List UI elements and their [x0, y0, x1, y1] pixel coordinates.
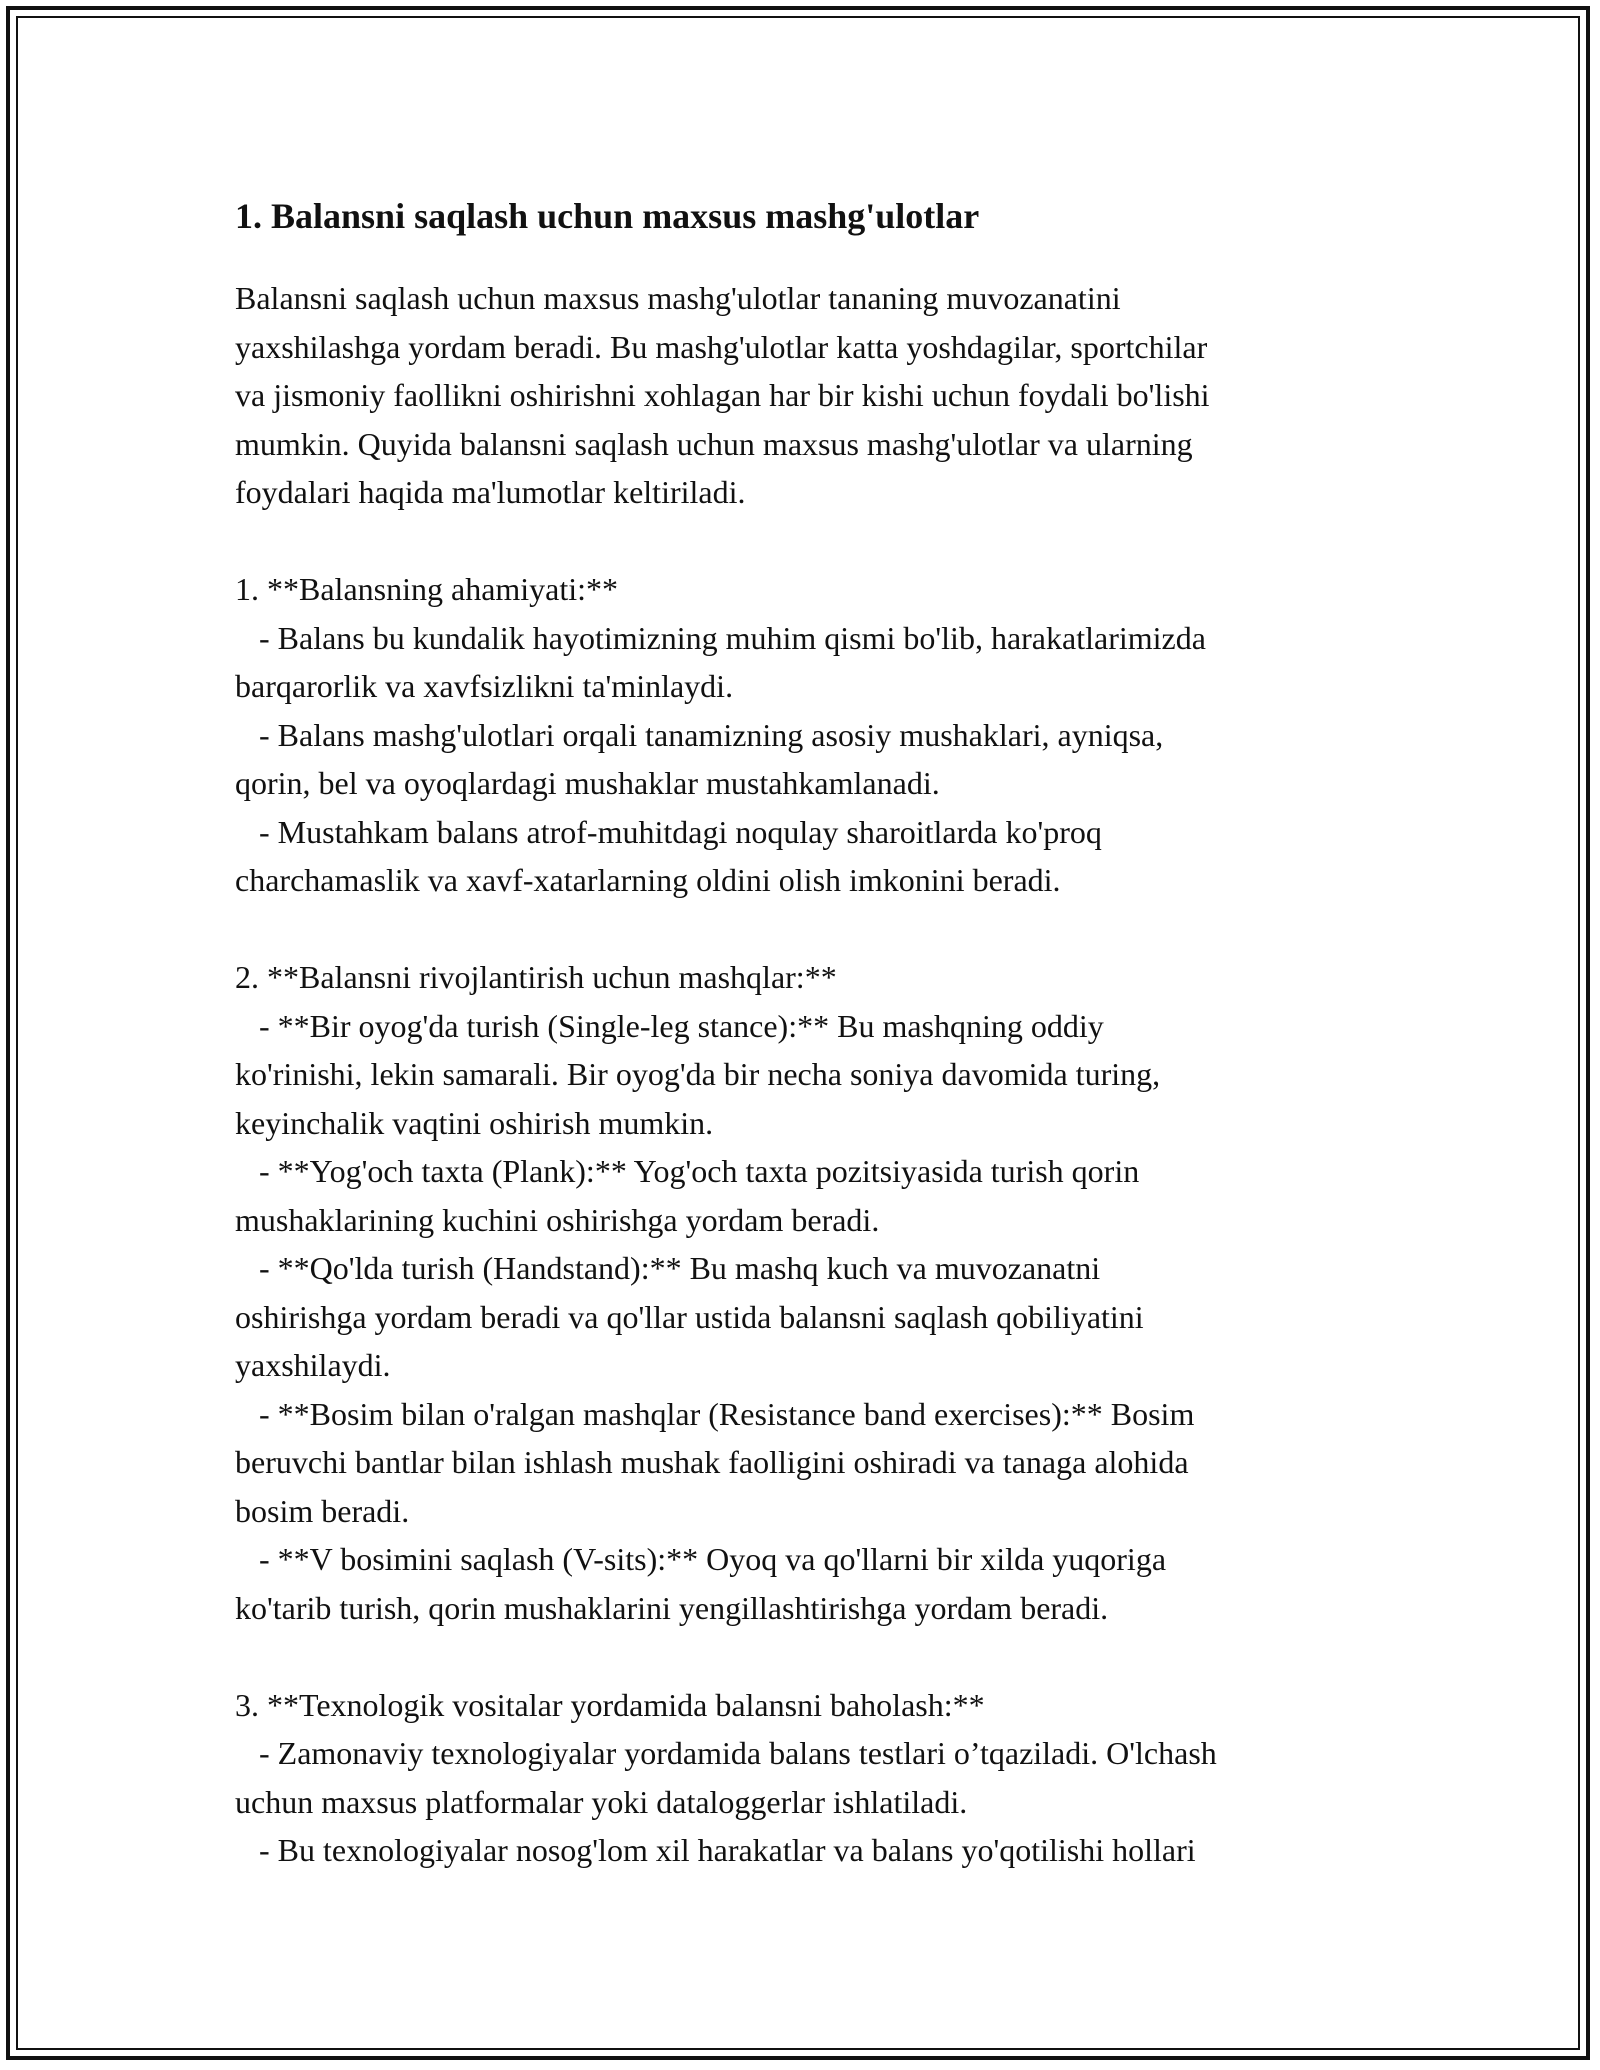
text-line: yaxshilashga yordam beradi. Bu mashg'ulotlar katta yoshdagilar, sportchilar: [235, 328, 1208, 365]
text-line: barqarorlik va xavfsizlikni ta'minlaydi.: [235, 668, 734, 704]
text-line: charchamaslik va xavf-xatarlarning oldini olish imkonini beradi.: [235, 862, 1061, 898]
text-line: - **Yog'och taxta (Plank):** Yog'och taxta pozitsiyasida turish qorin: [235, 1153, 1140, 1189]
text-line: foydalari haqida ma'lumotlar keltiriladi.: [235, 474, 746, 510]
text-line: Balansni saqlash uchun maxsus mashg'ulotlar tananing muvozanatini: [235, 280, 1121, 316]
document-body: [235, 188, 1375, 1875]
text-line: - Zamonaviy texnologiyalar yordamida balans testlari o’tqaziladi. O'lchash: [235, 1735, 1217, 1771]
text-line: - **Qo'lda turish (Handstand):** Bu mashq kuch va muvozanatni: [235, 1250, 1101, 1286]
text-line: mushaklarining kuchini oshirishga yordam beradi.: [235, 1201, 880, 1238]
document-heading: 1. Balansni saqlash uchun maxsus mashg'ulotlar: [235, 196, 980, 236]
text-line: qorin, bel va oyoqlardagi mushaklar mustahkamlanadi.: [235, 765, 940, 801]
text-line: - **V bosimini saqlash (V-sits):** Oyoq va qo'llarni bir xilda yuqoriga: [235, 1541, 1167, 1577]
text-line: 1. **Balansning ahamiyati:**: [235, 571, 619, 607]
text-line: uchun maxsus platformalar yoki dataloggerlar ishlatiladi.: [235, 1783, 968, 1820]
document-text: [235, 274, 1375, 1875]
paragraph-gap: [235, 1632, 1375, 1681]
text-line: yaxshilaydi.: [235, 1347, 391, 1383]
text-line: ko'rinishi, lekin samarali. Bir oyog'da bir necha soniya davomida turing,: [235, 1056, 1161, 1092]
text-line: keyinchalik vaqtini oshirish mumkin.: [235, 1104, 714, 1141]
text-line: - Bu texnologiyalar nosog'lom xil harakatlar va balans yo'qotilishi hollari: [235, 1832, 1196, 1868]
text-line: - Mustahkam balans atrof-muhitdagi noqulay sharoitlarda ko'proq: [235, 813, 1102, 850]
text-line: ko'tarib turish, qorin mushaklarini yengillashtirishga yordam beradi.: [235, 1589, 1109, 1626]
text-line: 3. **Texnologik vositalar yordamida balansni baholash:**: [235, 1686, 985, 1723]
text-line: - Balans mashg'ulotlari orqali tanamizning asosiy mushaklari, ayniqsa,: [235, 716, 1164, 753]
text-line: bosim beradi.: [235, 1492, 410, 1529]
paragraph-gap: [235, 517, 1375, 566]
text-line: oshirishga yordam beradi va qo'llar ustida balansni saqlash qobiliyatini: [235, 1298, 1144, 1335]
text-line: va jismoniy faollikni oshirishni xohlagan har bir kishi uchun foydali bo'lishi: [235, 377, 1210, 413]
text-line: 2. **Balansni rivojlantirish uchun mashqlar:**: [235, 959, 837, 995]
paragraph-gap: [235, 905, 1375, 954]
text-line: - Balans bu kundalik hayotimizning muhim qismi bo'lib, harakatlarimizda: [235, 619, 1206, 656]
text-line: beruvchi bantlar bilan ishlash mushak faolligini oshiradi va tanaga alohida: [235, 1444, 1189, 1480]
text-line: - **Bir oyog'da turish (Single-leg stance):** Bu mashqning oddiy: [235, 1007, 1104, 1044]
text-line: mumkin. Quyida balansni saqlash uchun maxsus mashg'ulotlar va ularning: [235, 425, 1193, 462]
text-line: - **Bosim bilan o'ralgan mashqlar (Resistance band exercises):** Bosim: [235, 1395, 1195, 1432]
